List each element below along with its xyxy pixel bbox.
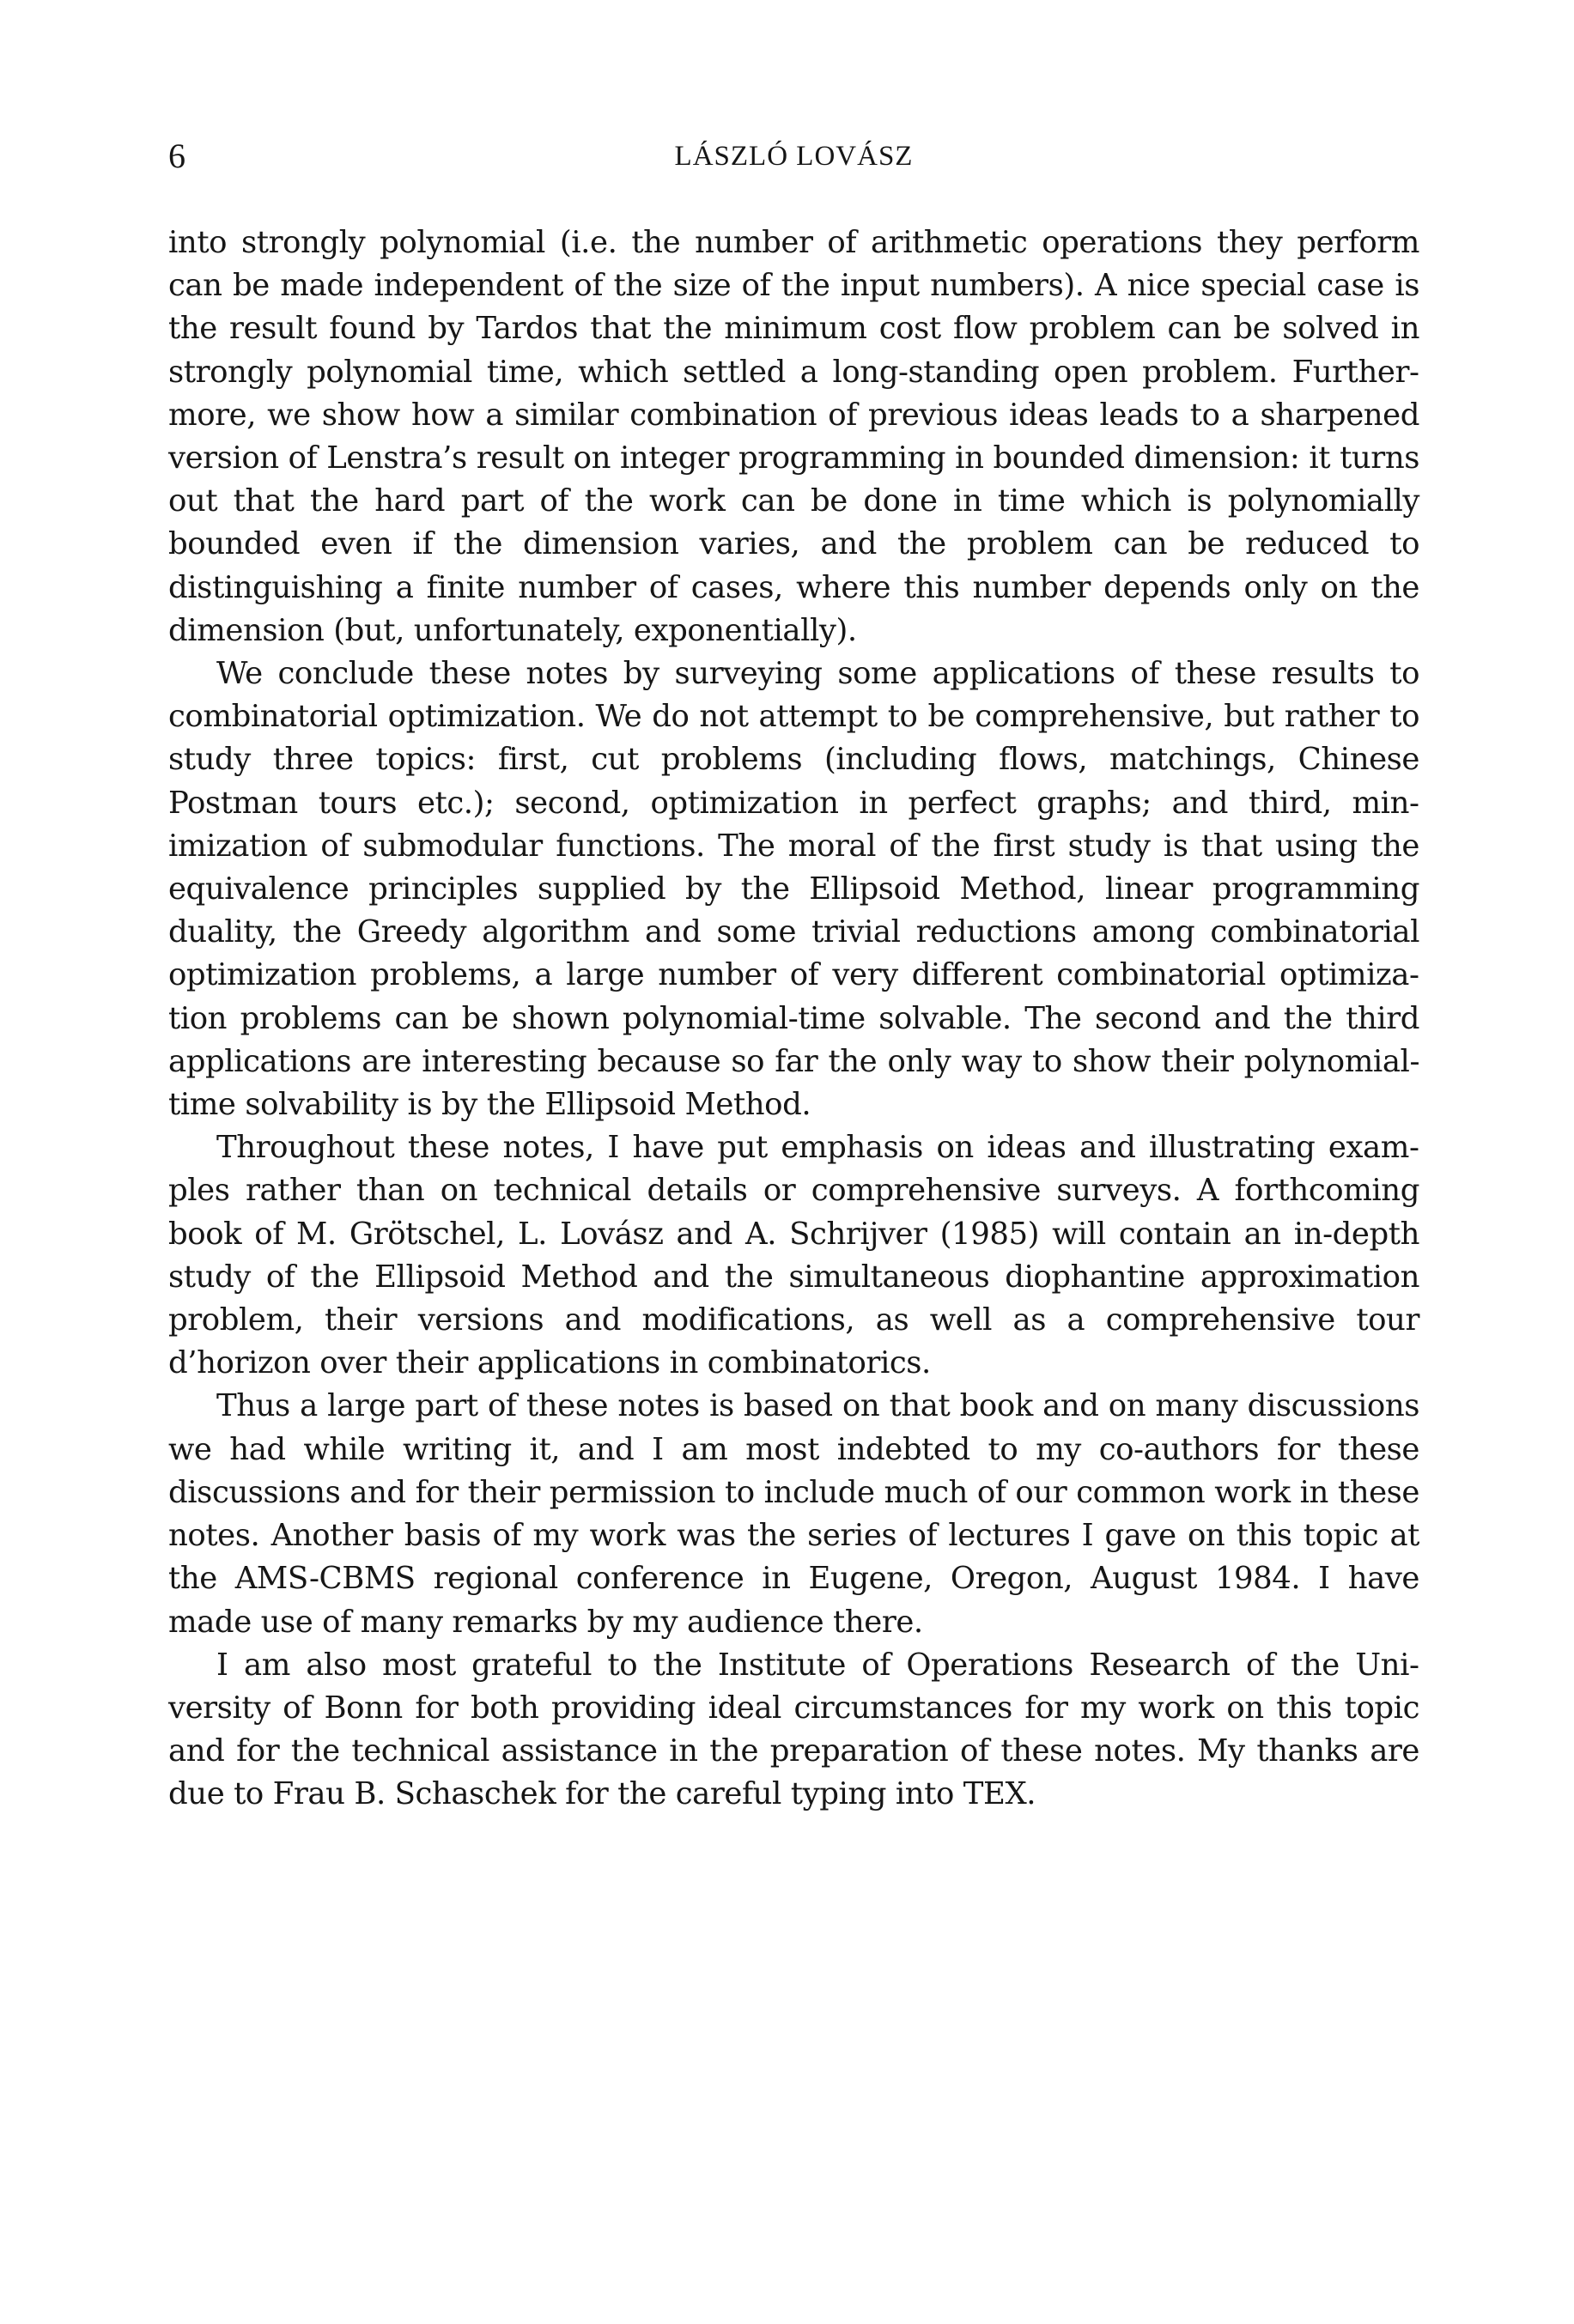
running-head bbox=[168, 130, 1419, 182]
page-number: 6 bbox=[168, 137, 185, 175]
body-text bbox=[168, 221, 1419, 1817]
paragraph-applications: We conclude these notes by surveying some applications of these results to combinatorial optimization. We do not attempt to be comprehensive, but rather to study three topics: first, cut problems (including flows, matchings, Chinese Postman tours etc.); second, optimization in perfect graphs; and third, minimization of submodular functions. The moral of the first study is that using the equivalence principles supplied by the Ellipsoid Method, linear programming duality, the Greedy algorithm and some trivial reductions among combinatorial optimization problems, a large number of very different combinatorial optimization problems can be shown polynomial-time solvable. The second and the third applications are interesting because so far the only way to show their polynomial-time solvability is by the Ellipsoid Method. bbox=[168, 656, 1419, 1123]
running-title: LÁSZLÓ LOVÁSZ bbox=[674, 141, 914, 172]
paragraph-acknowledgements: I am also most grateful to the Institute of Operations Research of the University of Bonn for both providing ideal circumstances for my work on this topic and for the technical assistance in the preparation of these notes. My thanks are due to Frau B. Schaschek for the careful typing into TEX. bbox=[168, 1647, 1419, 1812]
paragraph-book-basis: Thus a large part of these notes is based on that book and on many discussions we had while writing it, and I am most indebted to my co-authors for these discussions and for their permission to include much of our common work in these notes. Another basis of my work was the series of lectures I gave on this topic at the AMS-CBMS regional conference in Eugene, Oregon, August 1984. I have made use of many remarks by my audience there. bbox=[168, 1388, 1419, 1640]
paragraph-emphasis: Throughout these notes, I have put emphasis on ideas and illustrating examples rather than on technical details or comprehensive surveys. A forthcoming book of M. Grötschel, L. Lovász and A. Schrijver (1985) will contain an in-depth study of the Ellipsoid Method and the simultaneous diophantine approximation problem, their versions and modifications, as well as a comprehensive tour d’horizon over their applications in combinatorics. bbox=[168, 1130, 1419, 1381]
paragraph-continuation: into strongly polynomial (i.e. the number of arithmetic operations they perform can be made independent of the size of the input numbers). A nice special case is the result found by Tardos that the minimum cost flow problem can be solved in strongly polynomial time, which settled a long-standing open problem. Furthermore, we show how a similar combination of previous ideas leads to a sharpened version of Lenstra’s result on integer programming in bounded dimension: it turns out that the hard part of the work can be done in time which is polynomially bounded even if the dimension varies, and the problem can be reduced to distinguishing a finite number of cases, where this number depends only on the dimension (but, unfortunately, exponentially). bbox=[168, 225, 1419, 648]
